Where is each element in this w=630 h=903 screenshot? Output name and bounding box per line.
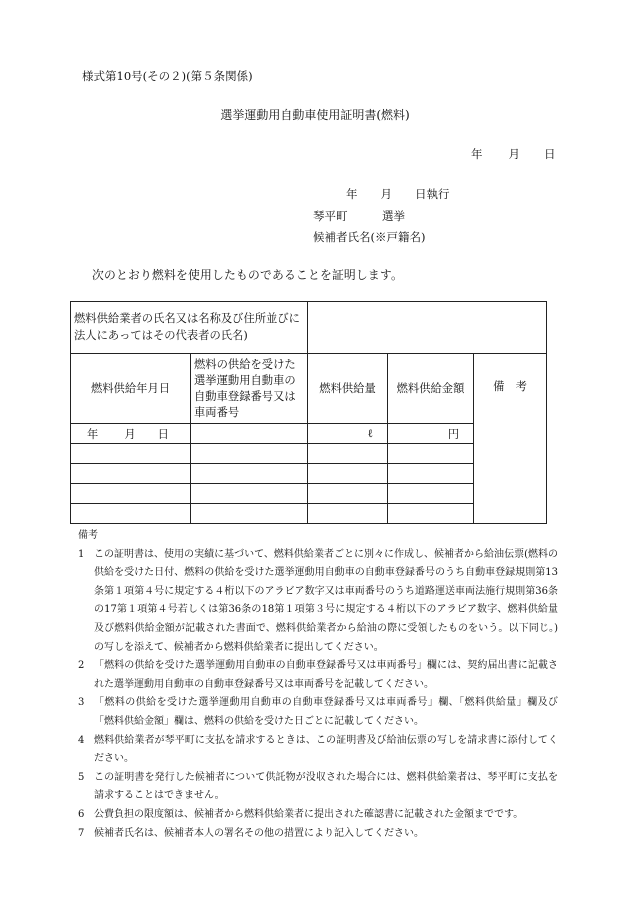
fuel-amount-cell[interactable] xyxy=(388,444,474,464)
issue-date-year: 年 xyxy=(471,147,483,161)
certification-statement: 次のとおり燃料を使用したものであることを証明します。 xyxy=(92,268,403,282)
supplier-label: 燃料供給業者の氏名又は名称及び住所並びに法人にあってはその代表者の氏名) xyxy=(71,302,308,354)
note-text: 候補者氏名は、候補者本人の署名その他の措置により記入してください。 xyxy=(94,827,424,839)
issue-date-month: 月 xyxy=(508,147,520,161)
note-item xyxy=(78,806,558,825)
supply-date-cell[interactable] xyxy=(71,484,191,504)
note-number: 4 xyxy=(78,734,85,746)
note-number: 5 xyxy=(78,771,85,783)
document-title: 選挙運動用自動車使用証明書(燃料) xyxy=(220,108,410,122)
issue-date-day: 日 xyxy=(544,147,556,161)
note-text: 公費負担の限度額は、候補者から燃料供給業者に提出された確認書に記載された金額までです。 xyxy=(94,808,524,820)
vehicle-number-cell[interactable] xyxy=(191,504,308,524)
note-number: 1 xyxy=(78,548,85,560)
note-number: 7 xyxy=(78,827,85,839)
note-item xyxy=(78,657,558,694)
supply-date-cell[interactable] xyxy=(71,444,191,464)
supply-date-year: 年 xyxy=(87,427,99,441)
note-number: 6 xyxy=(78,808,85,820)
vehicle-number-header: 燃料の供給を受けた選挙運動用自動車の自動車登録番号又は車両番号 xyxy=(191,354,308,424)
note-item xyxy=(78,694,558,731)
candidate-name-label: 候補者氏名(※戸籍名) xyxy=(313,230,426,244)
vehicle-number-cell[interactable] xyxy=(191,484,308,504)
fuel-usage-table xyxy=(70,301,547,524)
note-item xyxy=(78,732,558,769)
fuel-quantity-cell[interactable] xyxy=(308,424,388,444)
supplier-field[interactable] xyxy=(308,302,547,354)
note-text: 燃料供給業者が琴平町に支払を請求するときは、この証明書及び給油伝票の写しを請求書に添付してください。 xyxy=(94,734,558,765)
fuel-quantity-cell[interactable] xyxy=(308,464,388,484)
supply-date-cell[interactable] xyxy=(71,504,191,524)
note-item xyxy=(78,546,558,658)
note-text: この証明書を発行した候補者について供託物が没収された場合には、燃料供給業者は、琴平町に支払を請求することはできません。 xyxy=(94,771,558,802)
fuel-amount-cell[interactable] xyxy=(388,504,474,524)
note-text: 「燃料の供給を受けた選挙運動用自動車の自動車登録番号又は車両番号」欄には、契約届出書に記載された選挙運動用自動車の自動車登録番号又は車両番号を記載してください。 xyxy=(94,660,558,690)
fuel-quantity-cell[interactable] xyxy=(308,444,388,464)
fuel-amount-cell[interactable] xyxy=(388,484,474,504)
notes-heading: 備考 xyxy=(78,530,98,541)
supply-date-cell[interactable] xyxy=(71,424,191,444)
note-text: 「燃料の供給を受けた選挙運動用自動車の自動車登録番号又は車両番号」欄、「燃料供給量」欄及び「燃料供給金額」欄は、燃料の供給を受けた日ごとに記載してください。 xyxy=(94,697,558,727)
yen-unit: 円 xyxy=(447,427,460,441)
election-date: 年 月 日執行 xyxy=(346,187,450,201)
fuel-quantity-cell[interactable] xyxy=(308,504,388,524)
fuel-amount-cell[interactable] xyxy=(388,424,474,444)
note-text: この証明書は、使用の実績に基づいて、燃料供給業者ごとに別々に作成し、候補者から給油伝票(燃料の供給を受けた日付、燃料の供給を受けた選挙運動用自動車の自動車登録番号のうち自動車登録規則第13条第１項第４号に規定する４桁以下のアラビア数字又は車両番号のうち道路運送車両法施行規則第36条の17第１項第４号若しくは第36条の18第１項第３号に規定する４桁以下のアラビア数字、燃料供給量及び燃料供給金額が記載された書面で、燃料供給業者から給油の際に受領したものをいう。以下同じ。)の写しを添えて、候補者から燃料供給業者に提出してください。 xyxy=(94,548,558,653)
notes-section xyxy=(78,527,558,843)
supply-date-header: 燃料供給年月日 xyxy=(71,354,191,424)
note-number: 2 xyxy=(78,660,85,672)
vehicle-number-cell[interactable] xyxy=(191,424,308,444)
vehicle-number-cell[interactable] xyxy=(191,464,308,484)
supply-date-cell[interactable] xyxy=(71,464,191,484)
fuel-quantity-header: 燃料供給量 xyxy=(308,354,388,424)
liter-unit: ℓ xyxy=(367,427,374,440)
note-number: 3 xyxy=(78,697,85,709)
note-item xyxy=(78,769,558,806)
note-item xyxy=(78,825,558,844)
fuel-amount-cell[interactable] xyxy=(388,464,474,484)
fuel-quantity-cell[interactable] xyxy=(308,484,388,504)
vehicle-number-cell[interactable] xyxy=(191,444,308,464)
election-name: 琴平町 選挙 xyxy=(313,209,405,223)
supply-date-day: 日 xyxy=(157,427,169,441)
issue-date xyxy=(471,146,556,162)
supply-date-month: 月 xyxy=(124,427,136,441)
fuel-amount-header: 燃料供給金額 xyxy=(388,354,474,424)
remarks-header: 備 考 xyxy=(474,354,547,524)
form-number: 様式第10号(その２)(第５条関係) xyxy=(82,69,253,83)
